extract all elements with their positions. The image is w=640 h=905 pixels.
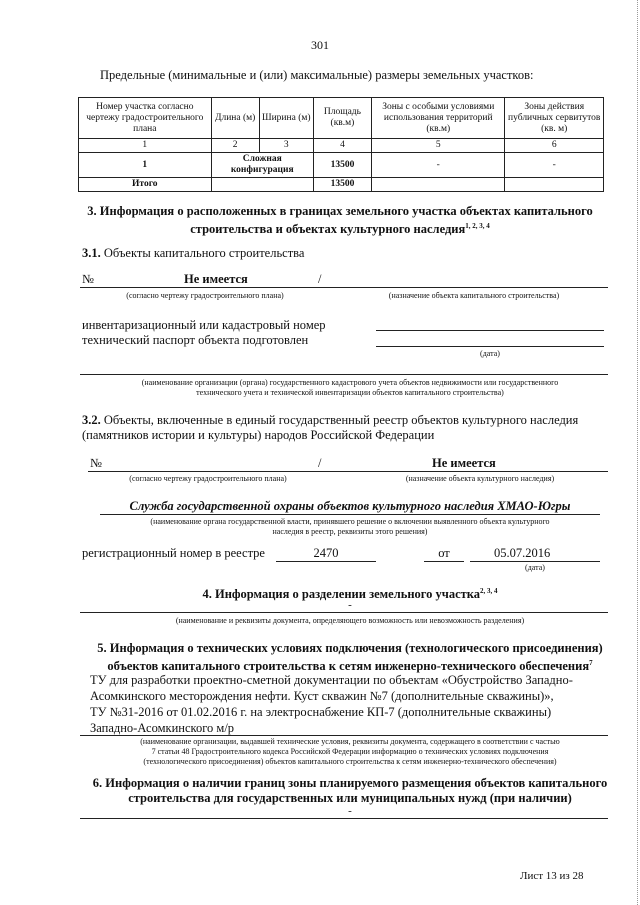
section3-title-line1: 3. Информация о расположенных в границах земельного участка объектах капитального	[87, 204, 593, 218]
section5-title-text: объектов капитального строительства к сетям инженерно-технического обеспечения	[107, 659, 590, 674]
table-header-cell: Площадь (кв.м)	[313, 98, 371, 139]
section31-underline	[80, 287, 608, 288]
section31-caption-right: (назначение объекта капитального строительства)	[388, 291, 560, 300]
table-header-cell: Зоны с особыми условиями использования территорий (кв.м)	[372, 98, 505, 139]
table-header-cell: Номер участка согласно чертежу градостроительного плана	[79, 98, 212, 139]
table-cell: 2	[211, 139, 259, 153]
section5-caption-line3: (технологического присоединения) объектов капитального строительства к сетям инженерно-технического обеспечения)	[143, 757, 557, 766]
table-total-row	[79, 178, 604, 192]
section6-title-line2: строительства для государственных или муниципальных нужд (при наличии)	[128, 791, 572, 805]
section32-reg-number: 2470	[313, 546, 339, 560]
section31-inv-line1: инвентаризационный или кадастровый номер	[82, 318, 326, 332]
section32-from-label: от	[438, 546, 450, 560]
section5-caption-line2: 7 статьи 48 Градостроительного кодекса Российской Федерации информацию о технических условиях подключения	[151, 747, 549, 756]
table-cell: 4	[313, 139, 371, 153]
section32-title-line1	[82, 413, 622, 428]
scan-edge-border	[636, 0, 638, 905]
table-index-row	[79, 139, 604, 153]
section4-title-text: 4. Информация о разделении земельного участка	[202, 587, 481, 602]
section32-caption-right: (назначение объекта культурного наследия)	[405, 474, 555, 483]
table-header-cell: Ширина (м)	[259, 98, 313, 139]
table-cell: 13500	[313, 153, 371, 178]
table-cell	[211, 178, 313, 192]
section5-text-line4: Западно-Асомкинского м/р	[90, 721, 235, 735]
section32-authority-caption-line1: (наименование органа государственной власти, принявшего решение о включении выявленного объекта культурного	[150, 517, 550, 526]
land-plot-sizes-table	[78, 97, 604, 192]
table-cell: 5	[372, 139, 505, 153]
section31-date-underline	[376, 346, 604, 347]
section6-title	[70, 776, 630, 806]
section31-org-caption-line2: технического учета и технической инвентаризации объектов капитального строительства)	[196, 388, 504, 397]
section32-title-text: Объекты, включенные в единый государственный реестр объектов культурного наследия	[100, 413, 579, 427]
table-cell	[372, 178, 505, 192]
table-cell: 13500	[313, 178, 371, 192]
section5-caption	[80, 737, 620, 767]
section31-label: 3.1.	[82, 246, 101, 260]
table-cell: Сложная конфигурация	[211, 153, 313, 178]
section6-underline	[80, 818, 608, 819]
section32-reg-underline	[276, 561, 376, 562]
section32-title	[82, 413, 622, 443]
table-row	[79, 153, 604, 178]
section32-authority: Служба государственной охраны объектов культурного наследия ХМАО-Югры	[129, 499, 571, 513]
table-cell: -	[505, 153, 604, 178]
section4-underline	[80, 612, 608, 613]
table-header-row	[79, 98, 604, 139]
section31-inv-underline	[376, 330, 604, 331]
section3-title-text: строительства и объектах культурного наследия	[190, 222, 466, 237]
sizes-title: Предельные (минимальные и (или) максимальные) размеры земельных участков:	[100, 68, 534, 82]
section31-org-caption-line1: (наименование организации (органа) государственного кадастрового учета объектов недвижимости или государственного	[141, 378, 559, 387]
section31-title	[82, 246, 304, 261]
section32-num-sign: №	[90, 456, 102, 470]
section3-title	[40, 204, 640, 237]
section32-label: 3.2.	[82, 413, 101, 427]
section31-date-caption: (дата)	[480, 349, 500, 358]
table-cell: 1	[79, 153, 212, 178]
section31-slash: /	[318, 272, 322, 286]
table-cell: Итого	[79, 178, 212, 192]
table-header-cell: Длина (м)	[211, 98, 259, 139]
section3-title-sup: 1, 2, 3, 4	[465, 222, 490, 230]
section31-value: Не имеется	[184, 272, 248, 286]
section5-caption-line1: (наименование организации, выдавшей технические условия, реквизиты документа, содержащего в соответствии с частью	[140, 737, 560, 746]
section32-authority-caption	[80, 517, 620, 537]
section4-title-sup: 2, 3, 4	[480, 587, 498, 595]
section32-slash: /	[318, 456, 322, 470]
section32-value: Не имеется	[432, 456, 496, 470]
sheet-counter: Лист 13 из 28	[520, 870, 584, 882]
section32-reg-date: 05.07.2016	[494, 546, 551, 560]
section31-caption-left: (согласно чертежу градостроительного плана)	[126, 291, 284, 300]
section5-title-sup: 7	[589, 659, 593, 667]
section5-text-line3: ТУ №31-2016 от 01.02.2016 г. на электроснабжение КП-7 (дополнительные скважины)	[90, 705, 552, 719]
section6-dash: -	[348, 805, 352, 817]
section32-authority-underline	[100, 514, 600, 515]
table-cell: 6	[505, 139, 604, 153]
section32-reg-label: регистрационный номер в реестре	[82, 546, 265, 560]
section5-title-line1: 5. Информация о технических условиях подключения (технологического присоединения)	[97, 641, 603, 655]
page-number: 301	[311, 38, 329, 52]
table-cell	[505, 178, 604, 192]
section32-underline	[88, 471, 608, 472]
table-header-cell: Зоны действия публичных сервитутов (кв. м)	[505, 98, 604, 139]
section31-org-caption	[80, 378, 620, 398]
section32-title-line2: (памятников истории и культуры) народов Российской Федерации	[82, 428, 435, 442]
section4-caption: (наименование и реквизиты документа, определяющего возможность или невозможность разделения)	[175, 616, 525, 625]
section31-org-underline	[80, 374, 608, 375]
section5-title	[70, 641, 630, 674]
table-cell: 1	[79, 139, 212, 153]
section32-caption-left: (согласно чертежу градостроительного плана)	[129, 474, 287, 483]
table-cell: 3	[259, 139, 313, 153]
section5-underline	[80, 735, 608, 736]
section32-date-underline	[470, 561, 600, 562]
section32-from-underline	[424, 561, 464, 562]
section31-num-sign: №	[82, 272, 94, 286]
table-cell: -	[372, 153, 505, 178]
section4-dash: -	[348, 599, 352, 611]
section6-title-line1: 6. Информация о наличии границ зоны планируемого размещения объектов капитального	[92, 776, 608, 790]
section5-text-line1: ТУ для разработки проектно-сметной документации по объектам «Обустройство Западно-	[90, 673, 573, 687]
section3-title-line2	[40, 219, 640, 237]
section31-title-text: Объекты капитального строительства	[100, 246, 305, 260]
section5-text-line2: Асомкинского месторождения нефти. Куст скважин №7 (дополнительные скважины)»,	[90, 689, 554, 703]
section32-authority-caption-line2: наследия в реестр, реквизиты этого решения)	[272, 527, 428, 536]
section32-date-caption: (дата)	[525, 563, 545, 572]
section5-text	[90, 672, 610, 736]
section31-inv-line2: технический паспорт объекта подготовлен	[82, 333, 309, 347]
